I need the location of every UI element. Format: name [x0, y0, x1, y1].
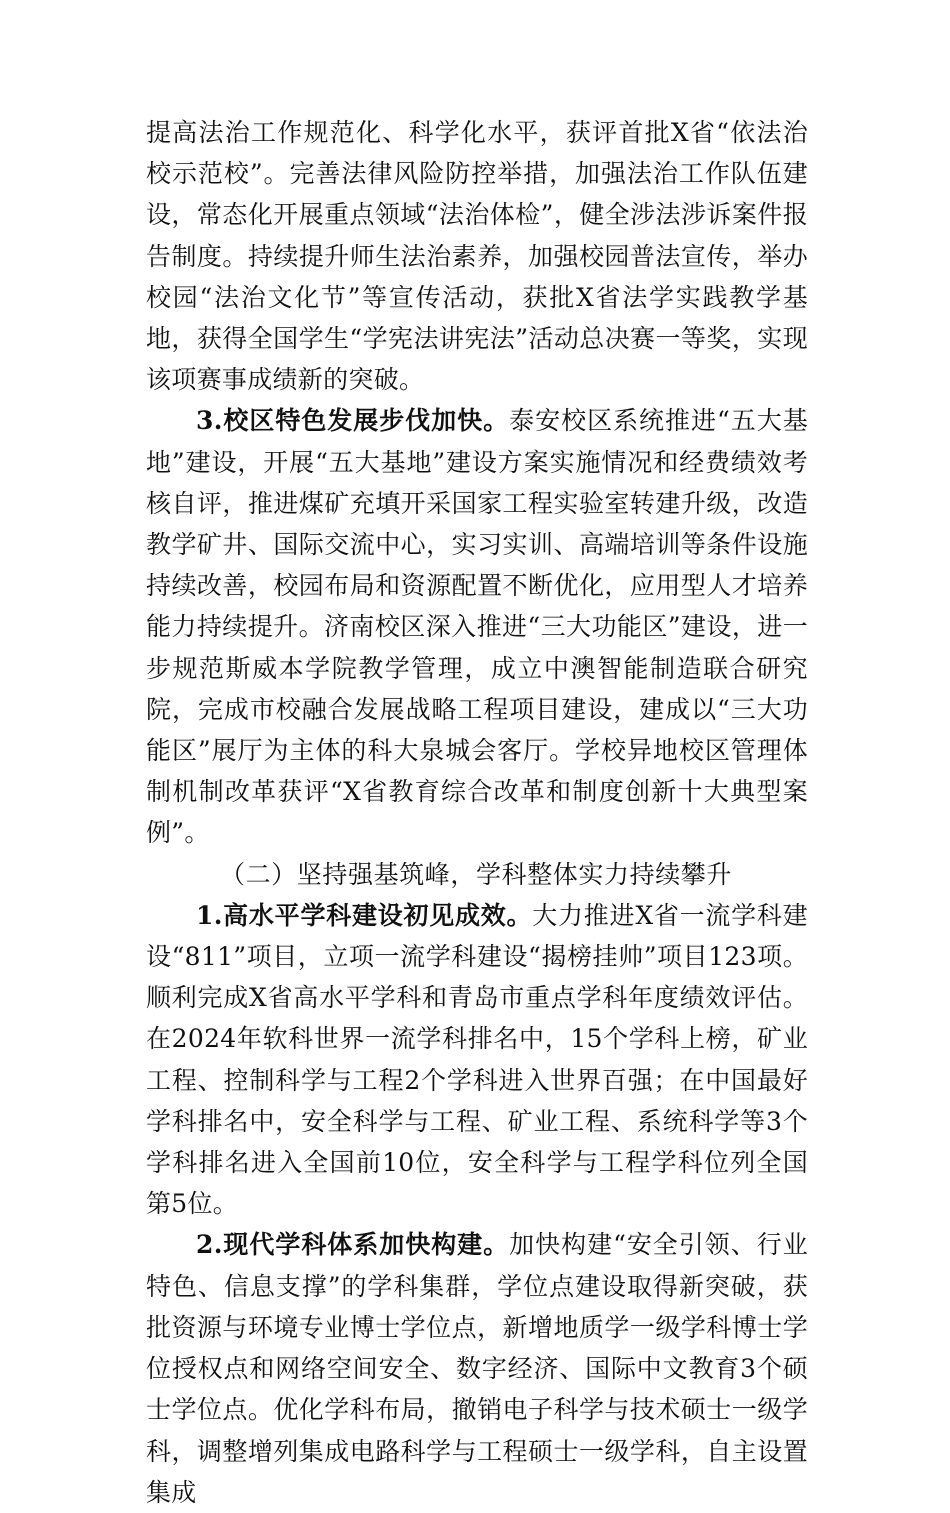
- paragraph-campus-development: [146, 400, 808, 853]
- paragraph-text: 加快构建“安全引领、行业特色、信息支撑”的学科集群，学位点建设取得新突破，获批资源与环境专业博士学位点，新增地质学一级学科博士学位授权点和网络空间安全、数字经济、国际中文教育3个硕士学位点。优化学科布局，撤销电子科学与技术硕士一级学科，调整增列集成电路科学与工程硕士一级学科，自主设置集成: [146, 1230, 809, 1507]
- paragraph-lead-heading: 3.校区特色发展步伐加快。: [196, 406, 510, 436]
- paragraph-lead-heading: 1.高水平学科建设初见成效。: [196, 900, 533, 930]
- paragraph-lead-heading: 2.现代学科体系加快构建。: [196, 1230, 510, 1260]
- paragraph-high-level-disciplines: [146, 895, 808, 1225]
- section-heading-discipline: （二）坚持强基筑峰，学科整体实力持续攀升: [220, 859, 733, 889]
- paragraph-text: 泰安校区系统推进“五大基地”建设，开展“五大基地”建设方案实施情况和经费绩效考核自评，推进煤矿充填开采国家工程实验室转建升级，改造教学矿井、国际交流中心，实习实训、高端培训等条件设施持续改善，校园布局和资源配置不断优化，应用型人才培养能力持续提升。济南校区深入推进“三大功能区”建设，进一步规范斯威本学院教学管理，成立中澳智能制造联合研究院，完成市校融合发展战略工程项目建设，建成以“三大功能区”展厅为主体的科大泉城会客厅。学校异地校区管理体制机制改革获评“X省教育综合改革和制度创新十大典型案例”。: [146, 406, 809, 848]
- paragraph-text: 大力推进X省一流学科建设“811”项目，立项一流学科建设“揭榜挂帅”项目123项。顺利完成X省高水平学科和青岛市重点学科年度绩效评估。在2024年软科世界一流学科排名中，15个学科上榜，矿业工程、控制科学与工程2个学科进入世界百强；在中国最好学科排名中，安全科学与工程、矿业工程、系统科学等3个学科排名进入全国前10位，安全科学与工程学科位列全国第5位。: [146, 900, 808, 1219]
- paragraph-text: 提高法治工作规范化、科学化水平，获评首批X省“依法治校示范校”。完善法律风险防控举措，加强法治工作队伍建设，常态化开展重点领域“法治体检”，健全涉法涉诉案件报告制度。持续提升师生法治素养，加强校园普法宣传，举办校园“法治文化节”等宣传活动，获批X省法学实践教学基地，获得全国学生“学宪法讲宪法”活动总决赛一等奖，实现该项赛事成绩新的突破。: [146, 118, 808, 395]
- document-body: [146, 112, 808, 1513]
- paragraph-modern-discipline-system: [146, 1224, 808, 1512]
- paragraph-rule-of-law: [146, 112, 808, 400]
